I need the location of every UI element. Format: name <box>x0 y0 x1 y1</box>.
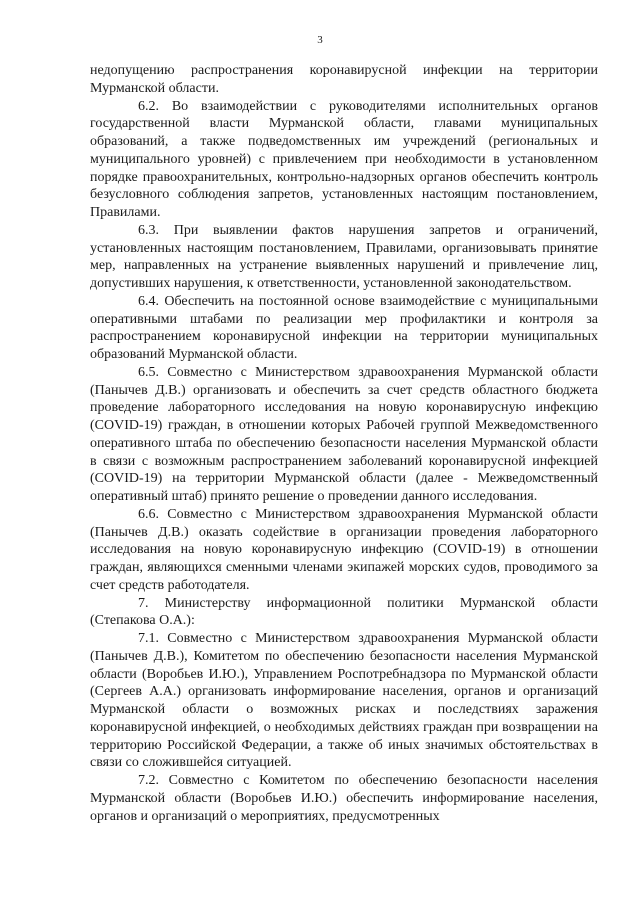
paragraph-7: 7. Министерству информационной политики Мурманской области (Степакова О.А.): <box>90 595 598 629</box>
paragraph-continuation: недопущению распространения коронавирусной инфекции на территории Мурманской области. <box>90 63 598 96</box>
paragraph-7-2: 7.2. Совместно с Комитетом по обеспечению безопасности населения Мурманской области (Воробьев И.Ю.) обеспечить информирование населения, органов и организаций о мероприятиях, предусмотренных <box>90 773 598 824</box>
paragraph-6-6: 6.6. Совместно с Министерством здравоохранения Мурманской области (Панычев Д.В.) оказать содействие в организации проведения лабораторного исследования на новую коронавирусную инфекцию (COVID-19) в отношении граждан, являющихся сменными членами экипажей морских судов, проводимого за счет средств работодателя. <box>90 506 598 593</box>
paragraph-6-3: 6.3. При выявлении фактов нарушения запретов и ограничений, установленных настоящим постановлением, Правилами, организовывать принятие мер, направленных на устранение выявленных нарушений и привлечение лиц, допустивших нарушения, к ответственности, установленной законодательством. <box>90 222 598 291</box>
paragraph-6-2: 6.2. Во взаимодействии с руководителями исполнительных органов государственной власти Мурманской области, главами муниципальных образований, а также подведомственных им учреждений (региональных и муниципального уровней) с привлечением при необходимости в установленном порядке правоохранительных, контрольно-надзорных органов обеспечить контроль безусловного соблюдения запретов, установленных настоящим постановлением, Правилами. <box>90 98 598 220</box>
document-body <box>90 62 598 825</box>
paragraph-6-5: 6.5. Совместно с Министерством здравоохранения Мурманской области (Панычев Д.В.) организовать и обеспечить за счет средств областного бюджета проведение лабораторного исследования на новую коронавирусную инфекцию (COVID-19) граждан, в отношении которых Рабочей группой Межведомственного оперативного штаба по обеспечению безопасности населения Мурманской области в связи с возможным распространением заболеваний коронавирусной инфекцией (COVID-19) на территории Мурманской области (далее - Межведомственный оперативный штаб) принято решение о проведении данного исследования. <box>90 364 598 504</box>
paragraph-7-1: 7.1. Совместно с Министерством здравоохранения Мурманской области (Панычев Д.В.), Комитетом по обеспечению безопасности населения Мурманской области (Воробьев И.Ю.), Управлением Роспотребнадзора по Мурманской области (Сергеев А.А.) организовать информирование населения, органов и организаций Мурманской области о возможных рисках и последствиях заражения коронавирусной инфекцией, о необходимых действиях граждан при возвращении на территорию Российской Федерации, а также об иных значимых обстоятельствах в связи со сложившейся ситуацией. <box>90 631 598 771</box>
paragraph-6-4: 6.4. Обеспечить на постоянной основе взаимодействие с муниципальными оперативными штабами по реализации мер профилактики и контроля за распространением коронавирусной инфекции на территории муниципальных образований Мурманской области. <box>90 293 598 362</box>
page-number: 3 <box>317 34 323 46</box>
